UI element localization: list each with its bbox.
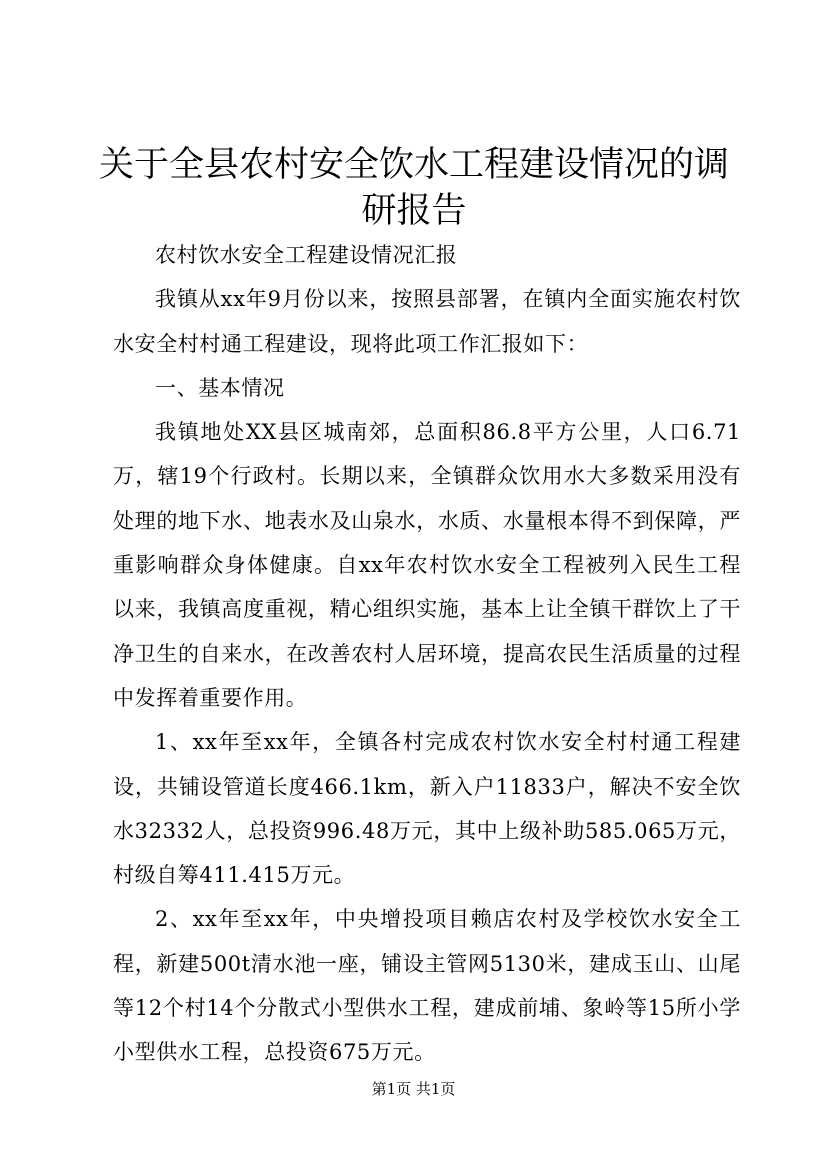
paragraph-item-1: 1、xx年至xx年，全镇各村完成农村饮水安全村村通工程建设，共铺设管道长度466.1km，新入户11833户，解决不安全饮水32332人，总投资996.48万元，其中上级补助585.065万元，村级自筹411.415万元。 <box>113 730 741 888</box>
paragraph-item-2: 2、xx年至xx年，中央增投项目赖店农村及学校饮水安全工程，新建500t清水池一座，铺设主管网5130米，建成玉山、山尾等12个村14个分散式小型供水工程，建成前埔、象岭等15所小学小型供水工程，总投资675万元。 <box>113 907 741 1065</box>
document-body <box>113 233 741 1075</box>
page-footer: 第1页 共1页 <box>371 1080 456 1098</box>
section-heading-basic-situation: 一、基本情况 <box>155 375 285 400</box>
paragraph-intro: 我镇从xx年9月份以来，按照县部署，在镇内全面实施农村饮水安全村村通工程建设，现将此项工作汇报如下： <box>113 287 741 356</box>
paragraph-report-heading: 农村饮水安全工程建设情况汇报 <box>155 243 458 267</box>
document-title: 关于全县农村安全饮水工程建设情况的调研报告 <box>98 145 729 231</box>
paragraph-basic-situation: 我镇地处XX县区城南郊，总面积86.8平方公里，人口6.71万，辖19个行政村。长期以来，全镇群众饮用水大多数采用没有处理的地下水、地表水及山泉水，水质、水量根本得不到保障，严重影响群众身体健康。自xx年农村饮水安全工程被列入民生工程以来，我镇高度重视，精心组织实施，基本上让全镇干群饮上了干净卫生的自来水，在改善农村人居环境，提高农民生活质量的过程中发挥着重要作用。 <box>113 420 741 710</box>
